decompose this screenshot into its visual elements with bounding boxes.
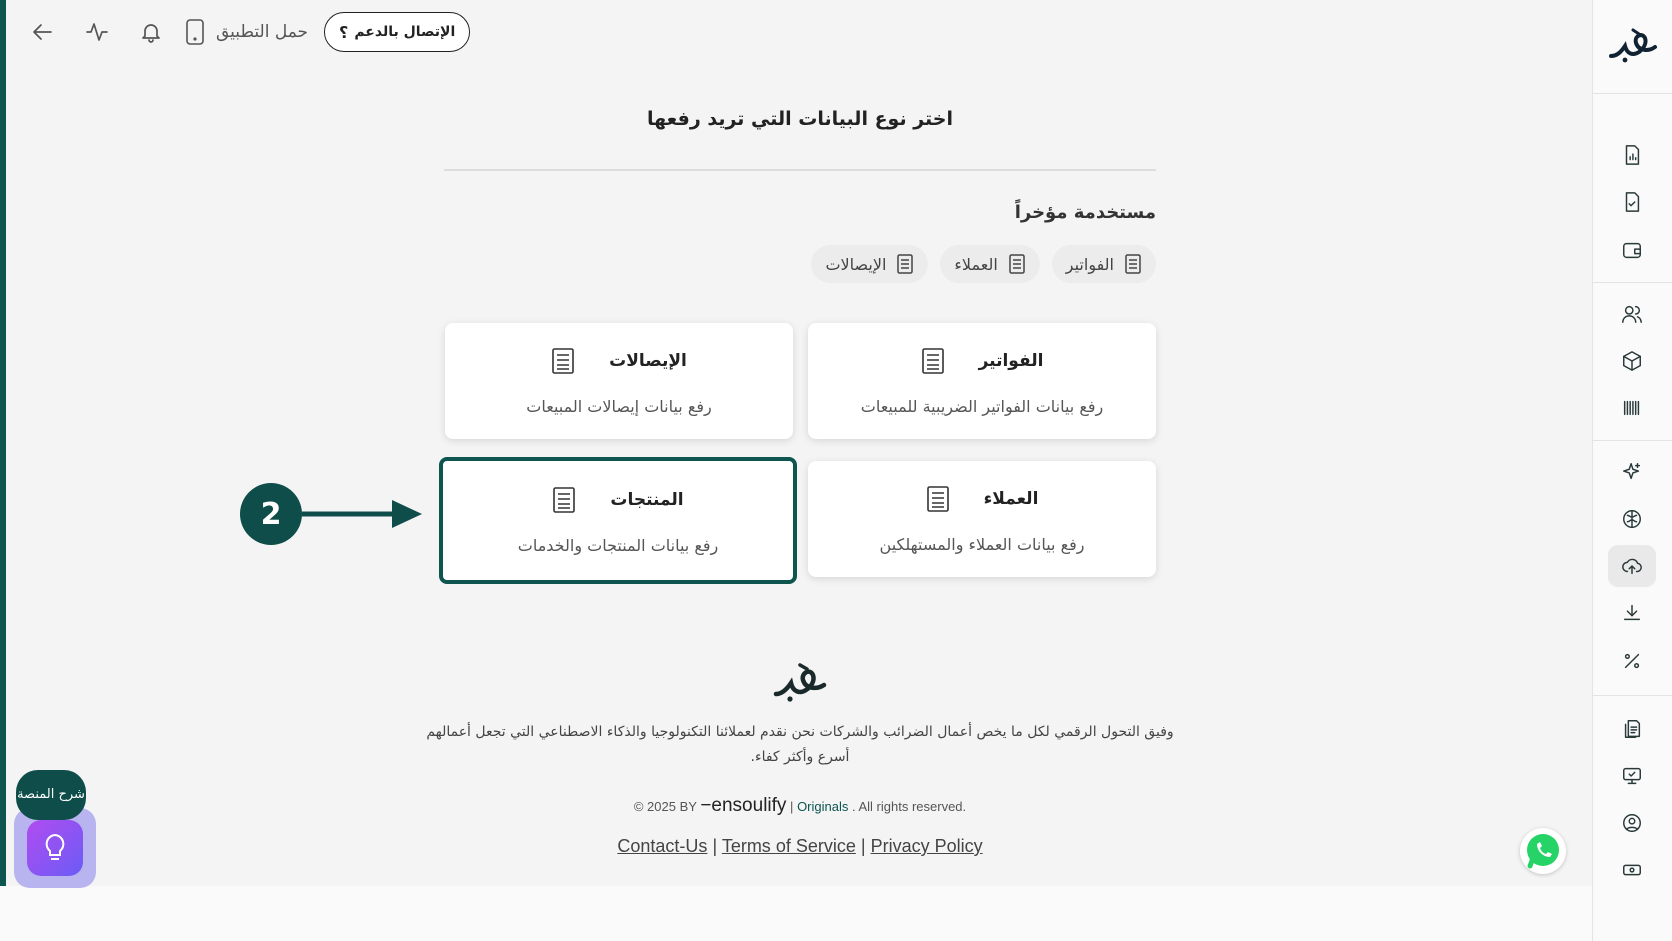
card-title: الفواتير: [978, 350, 1044, 371]
card-title: الإيصالات: [609, 350, 687, 371]
recent-chips: [811, 245, 1156, 283]
card-description: رفع بيانات المنتجات والخدمات: [517, 536, 719, 555]
activity-icon: [85, 20, 109, 44]
mobile-phone-icon: [184, 19, 206, 45]
brain-icon: [1621, 508, 1643, 530]
card-header: [926, 485, 1039, 513]
sidebar-item-ai[interactable]: [1608, 451, 1656, 493]
sidebar-item-download[interactable]: [1608, 592, 1656, 634]
download-app-link[interactable]: [184, 19, 308, 45]
sidebar-item-documents[interactable]: [1608, 708, 1656, 750]
documents-icon: [1621, 718, 1643, 740]
sidebar-item-reports[interactable]: [1608, 134, 1656, 176]
document-icon: [1008, 254, 1026, 274]
card-header: [552, 486, 683, 514]
users-icon: [1621, 303, 1643, 325]
arrow-right-icon: [300, 498, 425, 530]
sidebar-divider: [1593, 440, 1672, 441]
sidebar-item-monitor[interactable]: [1608, 755, 1656, 797]
brand-name[interactable]: −ensoulify: [700, 795, 787, 816]
download-app-label: حمل التطبيق: [216, 22, 309, 42]
document-icon: [552, 486, 576, 514]
top-bar: [22, 12, 470, 52]
sidebar-item-percentage[interactable]: [1608, 640, 1656, 682]
copyright: [424, 795, 1176, 817]
card-title: العملاء: [983, 488, 1039, 509]
copyright-prefix: © 2025 BY: [633, 799, 697, 814]
download-icon: [1621, 602, 1643, 624]
user-circle-icon: [1621, 812, 1643, 834]
sidebar-item-wallet[interactable]: [1608, 229, 1656, 271]
title-divider: [444, 169, 1156, 171]
card-products[interactable]: [439, 457, 797, 584]
page-title: اختر نوع البيانات التي تريد رفعها: [646, 108, 953, 130]
contact-support-button[interactable]: [324, 12, 470, 52]
step-number-badge: 2: [240, 483, 302, 545]
chart-file-icon: [1621, 144, 1643, 166]
whatsapp-icon: [1523, 831, 1563, 871]
sidebar-item-billing[interactable]: [1608, 849, 1656, 891]
card-title: المنتجات: [610, 490, 684, 510]
card-description: رفع بيانات العملاء والمستهلكين: [879, 534, 1085, 554]
brand-logo-icon[interactable]: [1607, 26, 1659, 66]
support-label: الإتصال بالدعم: [354, 24, 456, 40]
sidebar-divider: [1593, 695, 1672, 696]
recent-chip-receipts[interactable]: [811, 245, 928, 283]
bottom-strip: [0, 886, 1672, 941]
percent-icon: [1621, 650, 1643, 672]
originals-link[interactable]: Originals: [797, 799, 849, 814]
back-button[interactable]: [22, 12, 64, 52]
activity-button[interactable]: [76, 12, 118, 52]
sidebar-item-approved-docs[interactable]: [1608, 181, 1656, 223]
card-customers[interactable]: [808, 461, 1156, 577]
tour-label-bubble: شرح المنصة: [16, 770, 86, 820]
notifications-button[interactable]: [130, 12, 172, 52]
chip-label: الإيصالات: [825, 254, 887, 274]
recent-heading: مستخدمة مؤخراً: [1014, 202, 1156, 223]
sidebar-item-customers[interactable]: [1608, 293, 1656, 335]
card-header: [551, 347, 687, 375]
check-file-icon: [1621, 191, 1643, 213]
wallet-icon: [1621, 239, 1643, 261]
legal-links: [424, 836, 1176, 857]
link-separator: |: [860, 836, 866, 856]
left-edge-accent: [0, 0, 6, 886]
document-icon: [926, 485, 950, 513]
document-icon: [896, 254, 914, 274]
card-description: رفع بيانات إيصالات المبيعات: [526, 396, 712, 416]
card-header: [921, 347, 1044, 375]
platform-tour-button[interactable]: [14, 808, 96, 888]
card-receipts[interactable]: [445, 323, 793, 439]
barcode-icon: [1621, 397, 1643, 419]
ticket-icon: [1621, 859, 1643, 881]
privacy-link[interactable]: Privacy Policy: [870, 836, 983, 856]
document-icon: [921, 347, 945, 375]
recent-chip-invoices[interactable]: [1052, 245, 1156, 283]
lightbulb-icon: [42, 833, 68, 863]
document-icon: [551, 347, 575, 375]
monitor-check-icon: [1621, 765, 1643, 787]
terms-link[interactable]: Terms of Service: [721, 836, 856, 856]
right-sidebar: [1592, 0, 1672, 941]
arrow-left-icon: [31, 20, 55, 44]
bell-icon: [139, 20, 163, 44]
card-invoices[interactable]: [808, 323, 1156, 439]
footer-logo-icon: [772, 660, 828, 704]
separator: |: [790, 799, 794, 814]
question-mark-icon: ؟: [339, 22, 349, 42]
sidebar-item-upload[interactable]: [1608, 545, 1656, 587]
link-separator: |: [712, 836, 718, 856]
tour-icon-tile: [27, 820, 83, 876]
sidebar-item-products[interactable]: [1608, 340, 1656, 382]
box-icon: [1621, 350, 1643, 372]
rights-text: . All rights reserved.: [851, 799, 967, 814]
sidebar-divider: [1593, 282, 1672, 283]
recent-chip-customers[interactable]: [940, 245, 1039, 283]
card-description: رفع بيانات الفواتير الضريبية للمبيعات: [860, 396, 1104, 416]
sidebar-item-brain[interactable]: [1608, 498, 1656, 540]
sidebar-divider: [1593, 93, 1672, 94]
footer-tagline: وفيق التحول الرقمي لكل ما يخص أعمال الضرائب والشركات نحن نقدم لعملائنا التكنولوجيا والذكاء الاصطناعي التي تجعل أعمالهم أسرع وأكثر كفاء.: [426, 724, 1174, 765]
cloud-upload-icon: [1621, 555, 1643, 577]
document-icon: [1124, 254, 1142, 274]
sidebar-item-barcode[interactable]: [1608, 387, 1656, 429]
chip-label: العملاء: [954, 254, 998, 274]
chip-label: الفواتير: [1065, 254, 1114, 274]
whatsapp-button[interactable]: [1520, 828, 1566, 874]
contact-us-link[interactable]: Contact-Us: [617, 836, 708, 856]
sidebar-item-profile[interactable]: [1608, 802, 1656, 844]
sparkles-icon: [1621, 461, 1643, 483]
